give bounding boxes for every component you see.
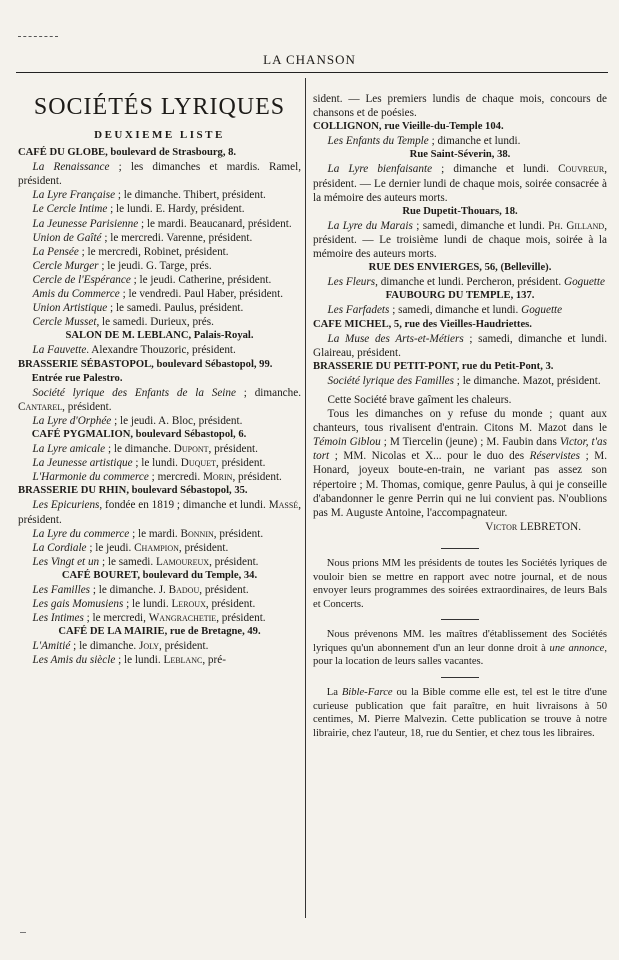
notice-paragraph: Nous prévenons MM. les maîtres d'établissement des Sociétés lyriques qu'un abonnement d'un an leur donne droit à une annonce, pour la location de leurs salles vacantes. bbox=[313, 629, 607, 668]
society-entry: Les Amis du siècle ; le lundi. Leblanc, pré- bbox=[32, 654, 226, 667]
venue-heading: Rue Dupetit-Thouars, 18. bbox=[402, 205, 518, 217]
review-paragraph: Tous les dimanches on y refuse du monde ; quant aux chanteurs, tous rivalisent d'entrain. Citons M. Mazot dans le Témoin Giblou ; M Tiercelin (jeune) ; M. Faubin dans Victor, t'as tort ; MM. Nicolas et X... pour le duo des Réservistes ; M. Honard, joyeux boute-en-train, ne variant pas assez son répertoire ; M. Thomas, comique, genre Paulus, à qui je conseille d'abandonner le genre Perrin qui ne lui convient pas. N'oublions pas M. Auguste Antoine, l'accompagnateur. bbox=[313, 408, 608, 519]
society-entry: Les Farfadets ; samedi, dimanche et lundi. Goguette bbox=[327, 304, 563, 317]
society-entry: La Lyre du Marais ; samedi, dimanche et lundi. Ph. Gilland, président. — Le troisième lundi de chaque mois, soirée à la mémoire des auteurs morts. bbox=[313, 219, 607, 261]
venue-heading: COLLIGNON, rue Vieille-du-Temple 104. bbox=[313, 121, 504, 133]
society-entry: Les Enfants du Temple ; dimanche et lundi. bbox=[327, 135, 521, 148]
section-subtitle: DEUXIEME LISTE bbox=[94, 129, 225, 141]
section-title: SOCIÉTÉS LYRIQUES bbox=[33, 94, 286, 120]
column-divider bbox=[305, 78, 306, 918]
society-entry: Cercle Musset, le samedi. Durieux, prés. bbox=[32, 316, 214, 329]
venue-heading: CAFE MICHEL, 5, rue des Vieilles-Haudriettes. bbox=[313, 318, 532, 330]
venue-heading: Rue Saint-Séverin, 38. bbox=[409, 149, 511, 161]
society-entry: La Lyre du commerce ; le mardi. Bonnin, président. bbox=[32, 527, 264, 540]
society-entry: Les Epicuriens, fondée en 1819 ; dimanche et lundi. Massé, président. bbox=[18, 499, 301, 526]
society-entry: Amis du Commerce ; le vendredi. Paul Haber, président. bbox=[32, 288, 284, 301]
society-entry: Les Intimes ; le mercredi, Wangrachetie, président. bbox=[32, 612, 266, 625]
society-entry: La Lyre amicale ; le dimanche. Dupont, président. bbox=[32, 443, 258, 456]
society-entry: La Lyre bienfaisante ; dimanche et lundi. Couvreur, président. — Le dernier lundi de chaque mois, soirée consacrée à la mémoire des auteurs morts. bbox=[313, 163, 607, 204]
society-entry: La Pensée ; le mercredi, Robinet, président. bbox=[32, 245, 229, 258]
bottom-margin-mark bbox=[20, 932, 26, 937]
society-entry: La Muse des Arts-et-Métiers ; samedi, dimanche et lundi. Glaireau, président. bbox=[313, 332, 608, 359]
notice-paragraph: Nous prions MM les présidents de toutes les Sociétés lyriques de vouloir bien se mettre en rapport avec notre journal, et de nous envoyer leurs programmes des soirées extraordinaires, de leurs Bals et Concerts. bbox=[313, 557, 607, 610]
left-column bbox=[18, 80, 301, 668]
separator-rule bbox=[441, 619, 479, 620]
venue-heading: BRASSERIE SÉBASTOPOL, boulevard Sébastopol, 99. Entrée rue Palestro. bbox=[18, 358, 273, 384]
venue-heading: FAUBOURG DU TEMPLE, 137. bbox=[385, 290, 535, 302]
top-margin-mark bbox=[18, 36, 58, 37]
society-entry: La Jeunesse Parisienne ; le mardi. Beaucanard, président. bbox=[32, 217, 292, 230]
venue-heading: CAFÉ BOURET, boulevard du Temple, 34. bbox=[61, 569, 258, 581]
society-entry: Société lyrique des Familles ; le dimanche. Mazot, président. bbox=[327, 374, 601, 387]
page-header: LA CHANSON bbox=[263, 52, 356, 67]
society-entry: Le Cercle Intime ; le lundi. E. Hardy, président. bbox=[32, 203, 245, 216]
notice-paragraph: La Bible-Farce ou la Bible comme elle est, tel est le titre d'une curieuse publication que fait paraître, en huit livraisons à 50 centimes, M. Pierre Malvezin. Cette publication se trouve à notre librairie, chez l'auteur, 18, rue du Sentier, et chez tous les libraires. bbox=[313, 687, 607, 739]
venue-heading: CAFÉ DE LA MAIRIE, rue de Bretagne, 49. bbox=[58, 626, 261, 638]
venue-heading: CAFÉ DU GLOBE, boulevard de Strasbourg, 8. bbox=[18, 147, 237, 159]
society-entry: La Fauvette. Alexandre Thouzoric, président. bbox=[32, 344, 236, 357]
society-entry: La Cordiale ; le jeudi. Champion, président. bbox=[32, 541, 229, 554]
separator-rule bbox=[441, 677, 479, 678]
society-entry: La Lyre Française ; le dimanche. Thibert, président. bbox=[32, 189, 266, 202]
society-entry: La Renaissance ; les dimanches et mardis. Ramel, président. bbox=[18, 161, 301, 188]
venue-heading: BRASSERIE DU PETIT-PONT, rue du Petit-Pont, 3. bbox=[313, 360, 554, 372]
society-entry: Société lyrique des Enfants de la Seine ; dimanche. Cantarel, président. bbox=[18, 386, 301, 413]
society-entry: La Jeunesse artistique ; le lundi. Duquet, président. bbox=[32, 457, 266, 470]
society-entry: Cercle Murger ; le jeudi. G. Targe, prés. bbox=[32, 259, 212, 272]
venue-heading: BRASSERIE DU RHIN, boulevard Sébastopol, 35. bbox=[18, 485, 248, 497]
society-entry: Les Familles ; le dimanche. J. Badou, président. bbox=[32, 584, 249, 596]
society-entry: Les gais Momusiens ; le lundi. Leroux, président. bbox=[32, 598, 256, 611]
header-rule bbox=[16, 72, 608, 73]
society-entry: L'Amitié ; le dimanche. Joly, président. bbox=[32, 640, 209, 653]
separator-rule bbox=[441, 548, 479, 549]
society-entry: L'Harmonie du commerce ; mercredi. Morin, président. bbox=[32, 471, 282, 484]
author-signature: Victor LEBRETON. bbox=[485, 520, 581, 533]
society-entry: Union Artistique ; le samedi. Paulus, président. bbox=[32, 302, 244, 315]
venue-heading: CAFÉ PYGMALION, boulevard Sébastopol, 6. bbox=[31, 428, 247, 440]
society-entry: Cercle de l'Espérance ; le jeudi. Catherine, président. bbox=[32, 273, 272, 286]
venue-heading: RUE DES ENVIERGES, 56, (Belleville). bbox=[368, 262, 552, 274]
review-paragraph: Cette Société brave gaîment les chaleurs. bbox=[327, 393, 512, 406]
right-column bbox=[313, 92, 607, 740]
society-entry: Les Vingt et un ; le samedi. Lamoureux, président. bbox=[32, 555, 259, 568]
society-entry: La Lyre d'Orphée ; le jeudi. A. Bloc, président. bbox=[32, 414, 243, 427]
society-entry: Les Fleurs, dimanche et lundi. Percheron, président. Goguette bbox=[327, 276, 605, 289]
society-entry: Union de Gaîté ; le mercredi. Varenne, président. bbox=[32, 231, 253, 244]
venue-heading: SALON DE M. LEBLANC, Palais-Royal. bbox=[65, 330, 254, 342]
continued-entry: sident. — Les premiers lundis de chaque mois, concours de chansons et de poésies. bbox=[313, 93, 607, 120]
